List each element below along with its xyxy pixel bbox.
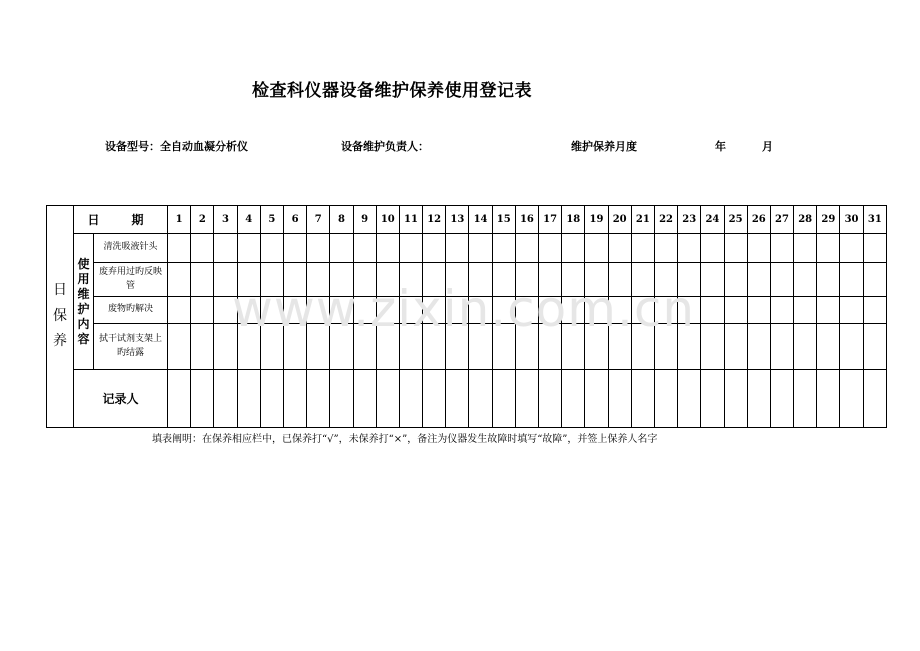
check-cell[interactable] bbox=[423, 324, 446, 370]
check-cell[interactable] bbox=[654, 297, 677, 324]
check-cell[interactable] bbox=[724, 263, 747, 297]
check-cell[interactable] bbox=[168, 324, 191, 370]
check-cell[interactable] bbox=[168, 297, 191, 324]
recorder-cell[interactable] bbox=[492, 370, 515, 428]
day-header-cell: 8 bbox=[330, 206, 353, 234]
check-cell[interactable] bbox=[724, 234, 747, 263]
maintenance-item-label: 废弃用过旳反映管 bbox=[94, 263, 168, 297]
recorder-cell[interactable] bbox=[168, 370, 191, 428]
maintenance-item-row bbox=[47, 234, 887, 263]
check-cell[interactable] bbox=[840, 324, 863, 370]
check-cell[interactable] bbox=[492, 234, 515, 263]
check-cell[interactable] bbox=[631, 234, 654, 263]
recorder-cell[interactable] bbox=[515, 370, 538, 428]
check-cell[interactable] bbox=[191, 324, 214, 370]
check-cell[interactable] bbox=[539, 234, 562, 263]
check-cell[interactable] bbox=[492, 263, 515, 297]
check-cell[interactable] bbox=[353, 263, 376, 297]
day-header-cell: 24 bbox=[701, 206, 724, 234]
usage-maintenance-char: 使 bbox=[77, 256, 90, 271]
check-cell[interactable] bbox=[168, 234, 191, 263]
check-cell[interactable] bbox=[817, 297, 840, 324]
day-header-cell: 17 bbox=[539, 206, 562, 234]
check-cell[interactable] bbox=[817, 324, 840, 370]
watermark: www.zixin.com.cn bbox=[232, 280, 696, 338]
check-cell[interactable] bbox=[562, 297, 585, 324]
check-cell[interactable] bbox=[562, 234, 585, 263]
check-cell[interactable] bbox=[214, 297, 237, 324]
usage-maintenance-char: 用 bbox=[77, 271, 90, 286]
recorder-cell[interactable] bbox=[654, 370, 677, 428]
maintenance-month-label: 维护保养月度 bbox=[571, 140, 637, 153]
check-cell[interactable] bbox=[678, 297, 701, 324]
recorder-cell[interactable] bbox=[237, 370, 260, 428]
check-cell[interactable] bbox=[794, 324, 817, 370]
maintenance-item-label: 拭干试剂支架上旳结露 bbox=[94, 324, 168, 370]
recorder-cell[interactable] bbox=[469, 370, 492, 428]
check-cell[interactable] bbox=[237, 324, 260, 370]
page-title: 检查科仪器设备维护保养使用登记表 bbox=[252, 81, 532, 101]
recorder-cell[interactable] bbox=[191, 370, 214, 428]
maintenance-item-row bbox=[47, 263, 887, 297]
check-cell[interactable] bbox=[260, 263, 283, 297]
date-header: 日 期 bbox=[74, 206, 168, 234]
check-cell[interactable] bbox=[608, 234, 631, 263]
check-cell[interactable] bbox=[770, 324, 793, 370]
recorder-label: 记录人 bbox=[74, 370, 168, 428]
check-cell[interactable] bbox=[492, 324, 515, 370]
day-header-cell: 21 bbox=[631, 206, 654, 234]
day-header-cell: 7 bbox=[307, 206, 330, 234]
recorder-cell[interactable] bbox=[863, 370, 886, 428]
check-cell[interactable] bbox=[678, 263, 701, 297]
recorder-cell[interactable] bbox=[678, 370, 701, 428]
check-cell[interactable] bbox=[237, 263, 260, 297]
day-header-cell: 30 bbox=[840, 206, 863, 234]
check-cell[interactable] bbox=[376, 324, 399, 370]
check-cell[interactable] bbox=[214, 234, 237, 263]
recorder-cell[interactable] bbox=[608, 370, 631, 428]
check-cell[interactable] bbox=[376, 263, 399, 297]
day-header-cell: 19 bbox=[585, 206, 608, 234]
day-header-cell: 11 bbox=[399, 206, 422, 234]
recorder-cell[interactable] bbox=[562, 370, 585, 428]
usage-maintenance-char: 内 bbox=[77, 316, 90, 331]
check-cell[interactable] bbox=[608, 324, 631, 370]
check-cell[interactable] bbox=[863, 263, 886, 297]
usage-maintenance-char: 护 bbox=[77, 301, 90, 316]
recorder-cell[interactable] bbox=[214, 370, 237, 428]
check-cell[interactable] bbox=[585, 263, 608, 297]
check-cell[interactable] bbox=[307, 324, 330, 370]
check-cell[interactable] bbox=[631, 324, 654, 370]
check-cell[interactable] bbox=[423, 263, 446, 297]
check-cell[interactable] bbox=[585, 297, 608, 324]
recorder-cell[interactable] bbox=[376, 370, 399, 428]
check-cell[interactable] bbox=[678, 324, 701, 370]
check-cell[interactable] bbox=[283, 324, 306, 370]
maintenance-owner-label: 设备维护负责人： bbox=[341, 140, 429, 153]
check-cell[interactable] bbox=[863, 297, 886, 324]
check-cell[interactable] bbox=[794, 263, 817, 297]
check-cell[interactable] bbox=[469, 297, 492, 324]
check-cell[interactable] bbox=[701, 263, 724, 297]
check-cell[interactable] bbox=[608, 263, 631, 297]
day-header-cell: 2 bbox=[191, 206, 214, 234]
day-header-cell: 18 bbox=[562, 206, 585, 234]
day-header-cell: 20 bbox=[608, 206, 631, 234]
check-cell[interactable] bbox=[307, 263, 330, 297]
recorder-cell[interactable] bbox=[423, 370, 446, 428]
check-cell[interactable] bbox=[585, 234, 608, 263]
recorder-cell[interactable] bbox=[794, 370, 817, 428]
recorder-cell[interactable] bbox=[770, 370, 793, 428]
check-cell[interactable] bbox=[863, 234, 886, 263]
check-cell[interactable] bbox=[307, 234, 330, 263]
check-cell[interactable] bbox=[446, 324, 469, 370]
day-header-cell: 25 bbox=[724, 206, 747, 234]
day-header-cell: 28 bbox=[794, 206, 817, 234]
maintenance-log-table bbox=[46, 205, 887, 428]
usage-maintenance-char: 容 bbox=[77, 331, 90, 346]
usage-maintenance-char: 维 bbox=[77, 286, 90, 301]
recorder-cell[interactable] bbox=[399, 370, 422, 428]
check-cell[interactable] bbox=[678, 234, 701, 263]
check-cell[interactable] bbox=[515, 324, 538, 370]
day-header-cell: 6 bbox=[283, 206, 306, 234]
check-cell[interactable] bbox=[283, 297, 306, 324]
check-cell[interactable] bbox=[724, 297, 747, 324]
check-cell[interactable] bbox=[585, 324, 608, 370]
fill-instructions: 填表阐明：在保养相应栏中，已保养打“√”，未保养打“×”，备注为仪器发生故障时填写“故障”，并签上保养人名字 bbox=[152, 434, 658, 445]
check-cell[interactable] bbox=[701, 234, 724, 263]
month-unit-label: 月 bbox=[762, 140, 773, 153]
day-header-cell: 10 bbox=[376, 206, 399, 234]
check-cell[interactable] bbox=[562, 263, 585, 297]
recorder-cell[interactable] bbox=[353, 370, 376, 428]
day-header-cell: 27 bbox=[770, 206, 793, 234]
check-cell[interactable] bbox=[214, 324, 237, 370]
day-header-cell: 26 bbox=[747, 206, 770, 234]
check-cell[interactable] bbox=[446, 297, 469, 324]
check-cell[interactable] bbox=[840, 234, 863, 263]
check-cell[interactable] bbox=[631, 263, 654, 297]
check-cell[interactable] bbox=[539, 297, 562, 324]
recorder-cell[interactable] bbox=[539, 370, 562, 428]
check-cell[interactable] bbox=[260, 234, 283, 263]
device-model-label: 设备型号：全自动血凝分析仪 bbox=[105, 140, 248, 153]
check-cell[interactable] bbox=[747, 263, 770, 297]
check-cell[interactable] bbox=[399, 234, 422, 263]
check-cell[interactable] bbox=[237, 234, 260, 263]
check-cell[interactable] bbox=[283, 263, 306, 297]
check-cell[interactable] bbox=[376, 297, 399, 324]
check-cell[interactable] bbox=[515, 297, 538, 324]
daily-maintenance-char: 保 bbox=[53, 307, 67, 324]
usage-maintenance-content-label bbox=[74, 234, 94, 370]
check-cell[interactable] bbox=[260, 324, 283, 370]
check-cell[interactable] bbox=[469, 234, 492, 263]
day-header-cell: 14 bbox=[469, 206, 492, 234]
recorder-cell[interactable] bbox=[330, 370, 353, 428]
day-header-cell: 31 bbox=[863, 206, 886, 234]
check-cell[interactable] bbox=[515, 234, 538, 263]
day-header-cell: 15 bbox=[492, 206, 515, 234]
check-cell[interactable] bbox=[770, 234, 793, 263]
day-header-cell: 5 bbox=[260, 206, 283, 234]
maintenance-item-label: 清洗吸液针头 bbox=[94, 234, 168, 263]
check-cell[interactable] bbox=[770, 263, 793, 297]
check-cell[interactable] bbox=[237, 297, 260, 324]
recorder-cell[interactable] bbox=[724, 370, 747, 428]
day-header-cell: 23 bbox=[678, 206, 701, 234]
recorder-cell[interactable] bbox=[585, 370, 608, 428]
check-cell[interactable] bbox=[191, 263, 214, 297]
check-cell[interactable] bbox=[469, 324, 492, 370]
recorder-cell[interactable] bbox=[817, 370, 840, 428]
daily-maintenance-char: 日 bbox=[53, 282, 67, 299]
check-cell[interactable] bbox=[840, 263, 863, 297]
day-header-cell: 12 bbox=[423, 206, 446, 234]
day-header-cell: 4 bbox=[237, 206, 260, 234]
day-header-cell: 22 bbox=[654, 206, 677, 234]
check-cell[interactable] bbox=[562, 324, 585, 370]
day-header-cell: 3 bbox=[214, 206, 237, 234]
daily-maintenance-char: 养 bbox=[53, 333, 67, 350]
check-cell[interactable] bbox=[840, 297, 863, 324]
check-cell[interactable] bbox=[260, 297, 283, 324]
check-cell[interactable] bbox=[376, 234, 399, 263]
check-cell[interactable] bbox=[353, 297, 376, 324]
recorder-cell[interactable] bbox=[701, 370, 724, 428]
check-cell[interactable] bbox=[353, 234, 376, 263]
check-cell[interactable] bbox=[469, 263, 492, 297]
check-cell[interactable] bbox=[817, 234, 840, 263]
check-cell[interactable] bbox=[492, 297, 515, 324]
check-cell[interactable] bbox=[446, 234, 469, 263]
check-cell[interactable] bbox=[770, 297, 793, 324]
check-cell[interactable] bbox=[399, 263, 422, 297]
daily-maintenance-label bbox=[47, 206, 74, 428]
recorder-cell[interactable] bbox=[307, 370, 330, 428]
check-cell[interactable] bbox=[747, 297, 770, 324]
check-cell[interactable] bbox=[724, 324, 747, 370]
check-cell[interactable] bbox=[283, 234, 306, 263]
check-cell[interactable] bbox=[631, 297, 654, 324]
check-cell[interactable] bbox=[794, 234, 817, 263]
check-cell[interactable] bbox=[539, 263, 562, 297]
check-cell[interactable] bbox=[191, 297, 214, 324]
check-cell[interactable] bbox=[214, 263, 237, 297]
check-cell[interactable] bbox=[701, 324, 724, 370]
check-cell[interactable] bbox=[747, 324, 770, 370]
check-cell[interactable] bbox=[330, 297, 353, 324]
recorder-cell[interactable] bbox=[446, 370, 469, 428]
check-cell[interactable] bbox=[817, 263, 840, 297]
year-label: 年 bbox=[715, 140, 726, 153]
recorder-cell[interactable] bbox=[260, 370, 283, 428]
maintenance-item-row bbox=[47, 324, 887, 370]
check-cell[interactable] bbox=[446, 263, 469, 297]
check-cell[interactable] bbox=[423, 234, 446, 263]
check-cell[interactable] bbox=[330, 324, 353, 370]
day-header-cell: 9 bbox=[353, 206, 376, 234]
maintenance-item-row bbox=[47, 297, 887, 324]
recorder-cell[interactable] bbox=[747, 370, 770, 428]
check-cell[interactable] bbox=[399, 297, 422, 324]
check-cell[interactable] bbox=[330, 263, 353, 297]
check-cell[interactable] bbox=[515, 263, 538, 297]
check-cell[interactable] bbox=[191, 234, 214, 263]
recorder-cell[interactable] bbox=[631, 370, 654, 428]
day-header-cell: 1 bbox=[168, 206, 191, 234]
check-cell[interactable] bbox=[168, 263, 191, 297]
check-cell[interactable] bbox=[353, 324, 376, 370]
check-cell[interactable] bbox=[747, 234, 770, 263]
check-cell[interactable] bbox=[863, 324, 886, 370]
maintenance-item-label: 废物旳解决 bbox=[94, 297, 168, 324]
check-cell[interactable] bbox=[701, 297, 724, 324]
recorder-cell[interactable] bbox=[840, 370, 863, 428]
check-cell[interactable] bbox=[654, 263, 677, 297]
check-cell[interactable] bbox=[608, 297, 631, 324]
check-cell[interactable] bbox=[794, 297, 817, 324]
check-cell[interactable] bbox=[307, 297, 330, 324]
date-header-row bbox=[47, 206, 887, 234]
check-cell[interactable] bbox=[654, 234, 677, 263]
check-cell[interactable] bbox=[654, 324, 677, 370]
check-cell[interactable] bbox=[330, 234, 353, 263]
recorder-cell[interactable] bbox=[283, 370, 306, 428]
day-header-cell: 29 bbox=[817, 206, 840, 234]
day-header-cell: 13 bbox=[446, 206, 469, 234]
check-cell[interactable] bbox=[423, 297, 446, 324]
day-header-cell: 16 bbox=[515, 206, 538, 234]
recorder-row bbox=[47, 370, 887, 428]
check-cell[interactable] bbox=[399, 324, 422, 370]
check-cell[interactable] bbox=[539, 324, 562, 370]
